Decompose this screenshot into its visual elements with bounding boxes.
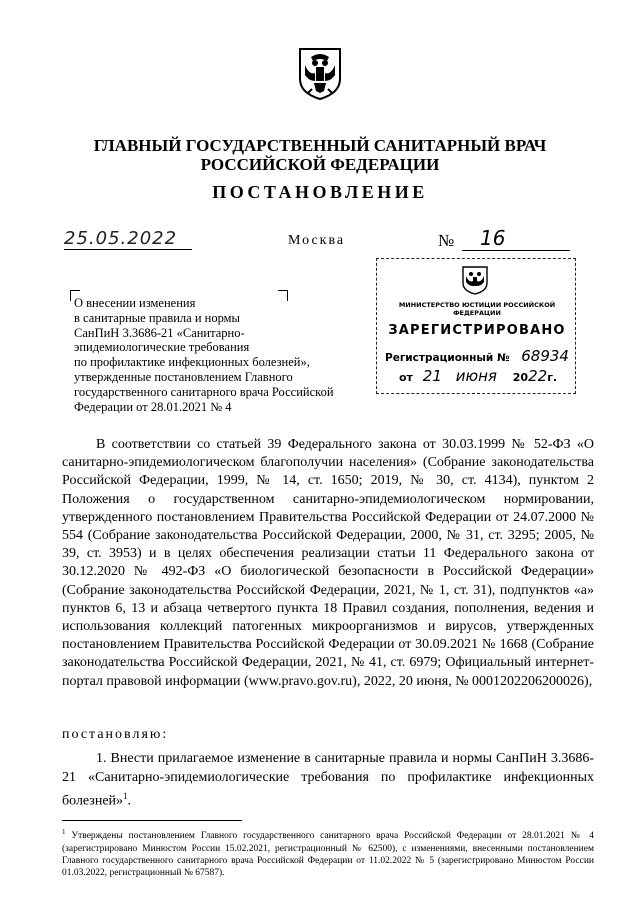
registration-stamp: [376, 258, 576, 394]
stamp-reg-label: Регистрационный №: [385, 352, 510, 364]
resolution-item-1: [62, 750, 594, 811]
subject-line: СанПиН 3.3686-21 «Санитарно-: [74, 325, 245, 340]
resolve-word: постановляю:: [62, 727, 169, 742]
subject-line: по профилактике инфекционных болезней»,: [74, 355, 310, 370]
document-date: 25.05.2022: [64, 228, 192, 250]
subject-line: государственного санитарного врача Российской: [74, 384, 334, 399]
subject-line: Федерации от 28.01.2021 № 4: [74, 399, 232, 414]
footnote: [62, 826, 594, 880]
subject-line: утвержденные постановлением Главного: [74, 369, 293, 384]
footnote-divider: [62, 820, 242, 821]
stamp-ministry: МИНИСТЕРСТВО ЮСТИЦИИ РОССИЙСКОЙ ФЕДЕРАЦИИ: [398, 301, 556, 317]
stamp-date-year-suffix: 22: [528, 367, 548, 385]
number-label: №: [438, 231, 455, 250]
footnote-ref: 1: [123, 791, 128, 801]
item-1-text: 1. Внести прилагаемое изменение в санитарные правила и нормы СанПиН 3.3686-21 «Санитарно-эпидемиологические требования по профилактике инфекционных болезней»: [62, 751, 594, 809]
authority-line-1: ГЛАВНЫЙ ГОСУДАРСТВЕННЫЙ САНИТАРНЫЙ ВРАЧ: [93, 136, 547, 155]
document-number: 16: [462, 226, 570, 251]
document-city: Москва: [288, 233, 346, 248]
item-1-end: .: [127, 793, 132, 809]
subject-line: в санитарные правила и нормы: [74, 310, 240, 325]
preamble-paragraph: В соответствии со статьей 39 Федерального закона от 30.03.1999 № 52-ФЗ «О санитарно-эпидемиологическом благополучии населения» (Собрание законодательства Российской Федерации, 1999, № 14, ст. 1650; 2019, № 30, ст. 4134), пунктом 2 Положения о государственном санитарно-эпидемиологическом нормировании, утвержденного постановлением Правительства Российской Федерации от 24.07.2000 № 554 (Собрание законодательства Российской Федерации, 2000, № 31, ст. 3295; 2005, № 39, ст. 3953) и в целях обеспечения реализации статьи 11 Федерального закона от 30.12.2020 № 492-ФЗ «О биологической безопасности в Российской Федерации» (Собрание законодательства Российской Федерации, 2021, № 1, ст. 31), подпунктов «а» пунктов 6, 13 и абзаца четвертого пункта 18 Правил создания, пополнения, ведения и использования коллекций патогенных микроорганизмов и вирусов, утвержденных постановлением Правительства Российской Федерации от 30.09.2021 № 1668 (Собрание законодательства Российской Федерации, 2021, № 41, ст. 6979; Официальный интернет-портал правовой информации (www.pravo.gov.ru), 2022, 20 июня, № 0001202206200026),: [62, 437, 594, 689]
subject-line: эпидемиологические требования: [74, 340, 250, 355]
stamp-registration-number: [385, 347, 569, 365]
issuing-authority: [0, 136, 640, 174]
stamp-date: [399, 367, 557, 385]
document-type-title: ПОСТАНОВЛЕНИЕ: [212, 182, 428, 202]
stamp-date-day: 21: [422, 367, 442, 385]
footnote-text: Утверждены постановлением Главного государственного санитарного врача Российской Федерации от 28.01.2021 № 4 (зарегистрировано Минюстом России 15.02.2021, регистрационный № 62500), с изменениями, внесенными постановлением Главного государственного санитарного врача Российской Федерации от 11.02.2022 № 5 (зарегистрировано Минюстом России 01.03.2022, регистрационный № 67587).: [62, 831, 594, 879]
stamp-date-month: июня: [455, 367, 497, 385]
subject-line: О внесении изменения: [74, 296, 196, 310]
preamble: [62, 436, 594, 691]
authority-line-2: РОССИЙСКОЙ ФЕДЕРАЦИИ: [200, 155, 440, 174]
stamp-date-suffix: г.: [547, 371, 558, 384]
stamp-date-prefix: от: [399, 371, 413, 384]
stamp-coat-of-arms-icon: [461, 265, 489, 295]
coat-of-arms-icon: [297, 45, 343, 101]
stamp-registered: ЗАРЕГИСТРИРОВАНО: [388, 323, 566, 338]
stamp-reg-value: 68934: [521, 347, 569, 365]
stamp-date-year-prefix: 20: [512, 371, 529, 384]
document-subject: [74, 296, 404, 414]
footnote-marker: 1: [62, 828, 66, 836]
